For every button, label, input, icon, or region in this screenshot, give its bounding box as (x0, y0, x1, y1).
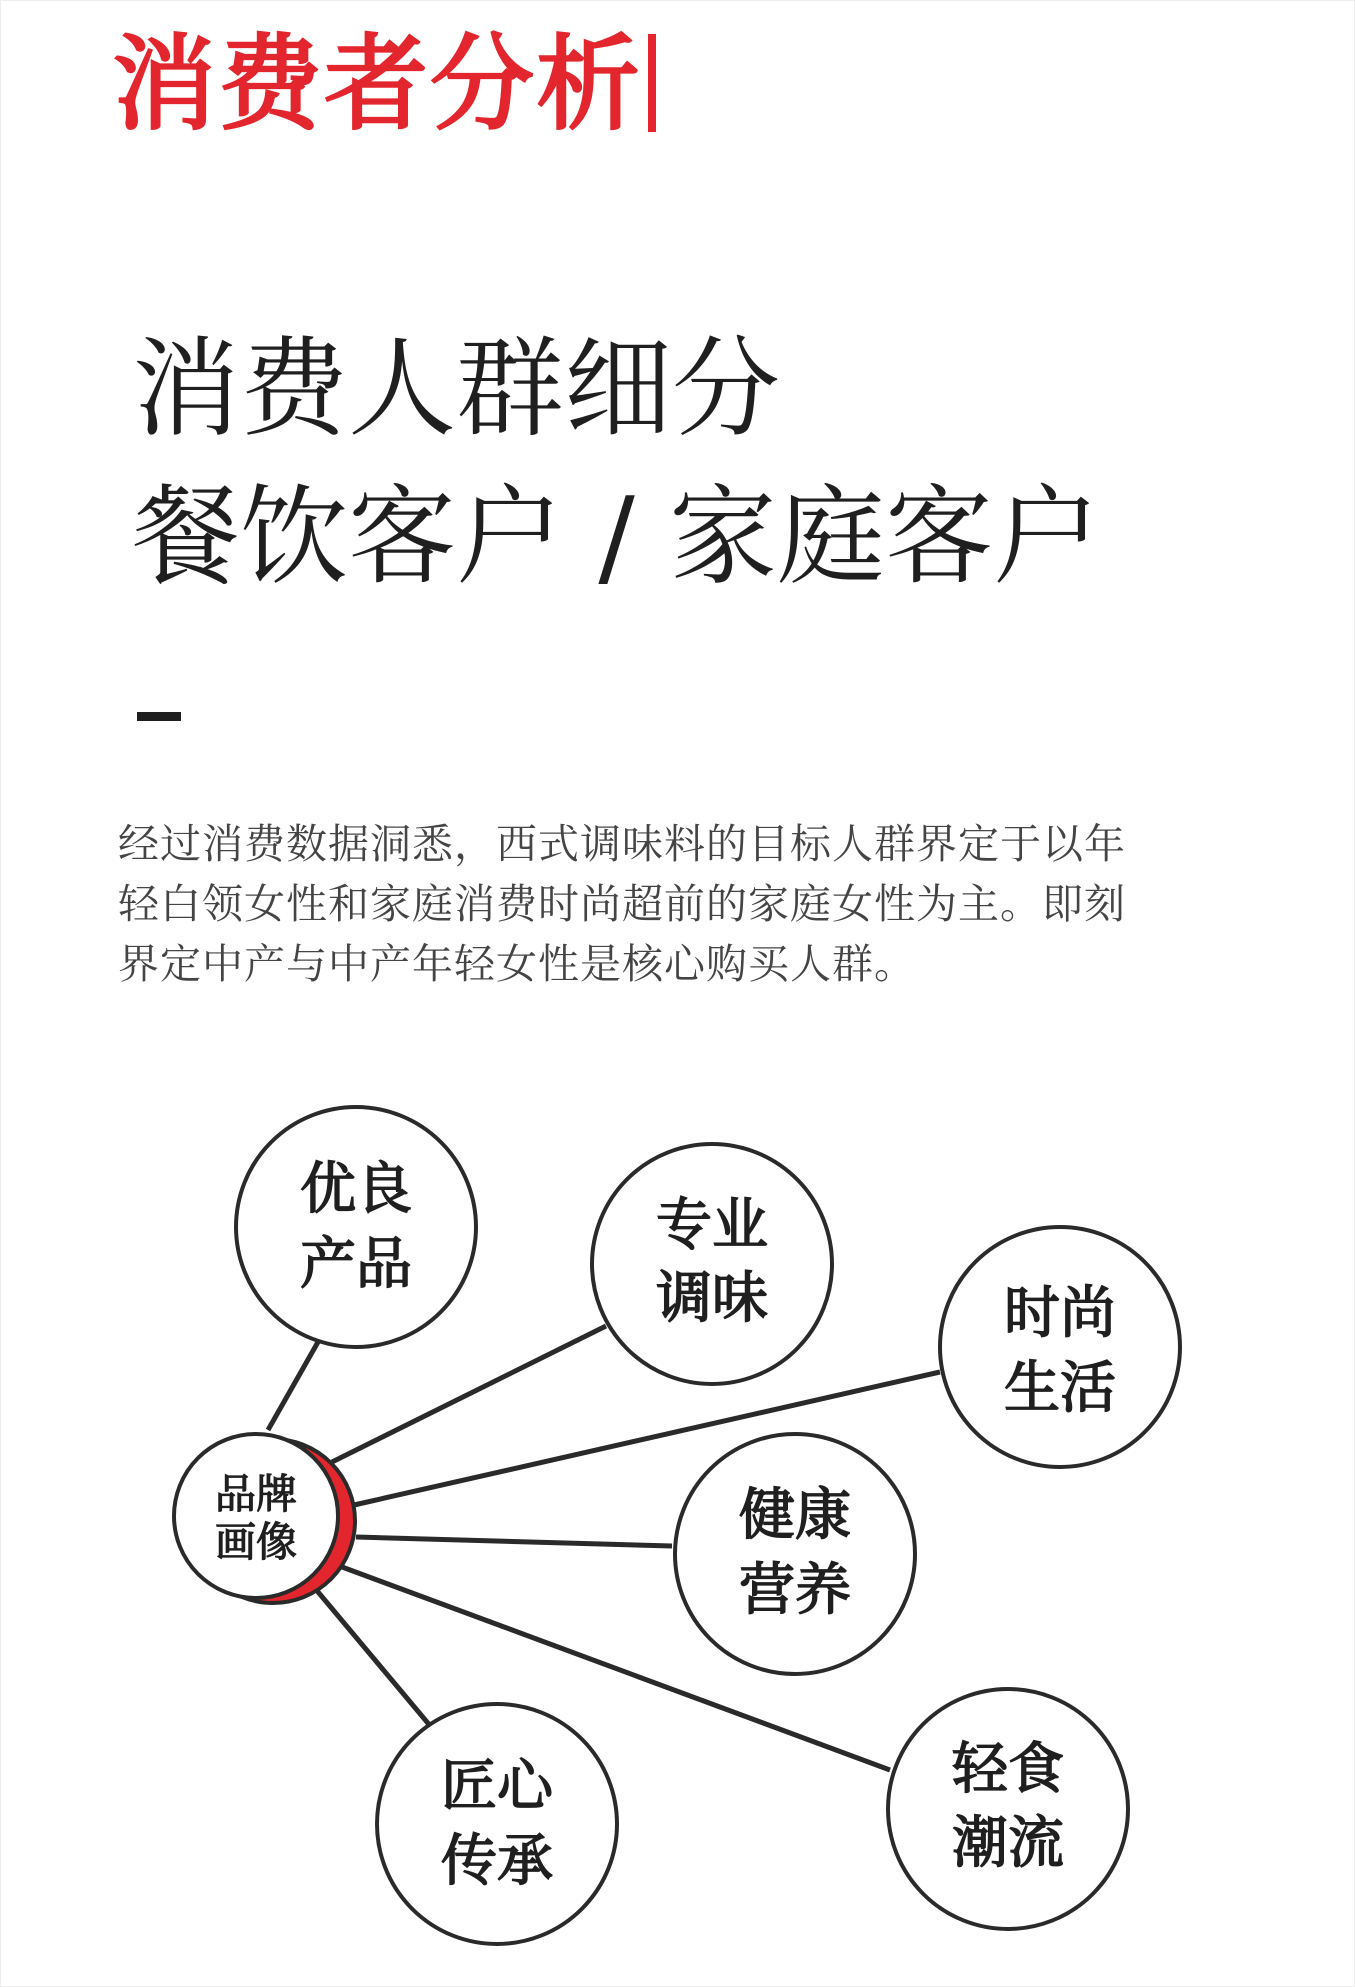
node-label-line-1: 匠心 (441, 1754, 553, 1820)
hub-label-line-2: 画像 (215, 1518, 297, 1566)
node-quality-product (236, 1107, 476, 1347)
connector-line (356, 1537, 672, 1546)
connector-line (308, 1580, 432, 1728)
description-line: 经过消费数据洞悉，西式调味料的目标人群界定于以年 (118, 820, 1126, 868)
node-label-line-2: 调味 (656, 1266, 768, 1332)
description-line: 轻白领女性和家庭消费时尚超前的家庭女性为主。即刻 (118, 880, 1126, 928)
hub-label-line-1: 品牌 (215, 1470, 297, 1518)
node-label-line-2: 产品 (300, 1232, 412, 1298)
node-label-line-1: 轻食 (952, 1737, 1064, 1803)
hub-circle (174, 1434, 355, 1603)
node-craftsmanship-heritage (377, 1704, 617, 1944)
description-line: 界定中产与中产年轻女性是核心购买人群。 (118, 940, 916, 988)
heading-line-2: 餐饮客户 / 家庭客户 (132, 475, 1102, 600)
node-label-line-1: 时尚 (1004, 1281, 1116, 1347)
node-label-line-1: 优良 (300, 1157, 412, 1223)
connector-line (268, 1342, 318, 1430)
node-label-line-2: 营养 (739, 1558, 851, 1624)
section-title: 消费者分析 (112, 23, 643, 145)
node-label-line-1: 健康 (739, 1483, 851, 1549)
node-healthy-nutrition (675, 1434, 915, 1674)
node-light-food-trend (888, 1689, 1128, 1929)
node-professional-seasoning (592, 1144, 832, 1384)
node-label-line-2: 生活 (1004, 1356, 1116, 1422)
node-label-line-2: 潮流 (952, 1811, 1064, 1877)
node-fashion-life (940, 1227, 1180, 1467)
heading-line-1: 消费人群细分 (132, 327, 781, 452)
node-label-line-1: 专业 (656, 1193, 768, 1259)
node-label-line-2: 传承 (441, 1829, 553, 1895)
